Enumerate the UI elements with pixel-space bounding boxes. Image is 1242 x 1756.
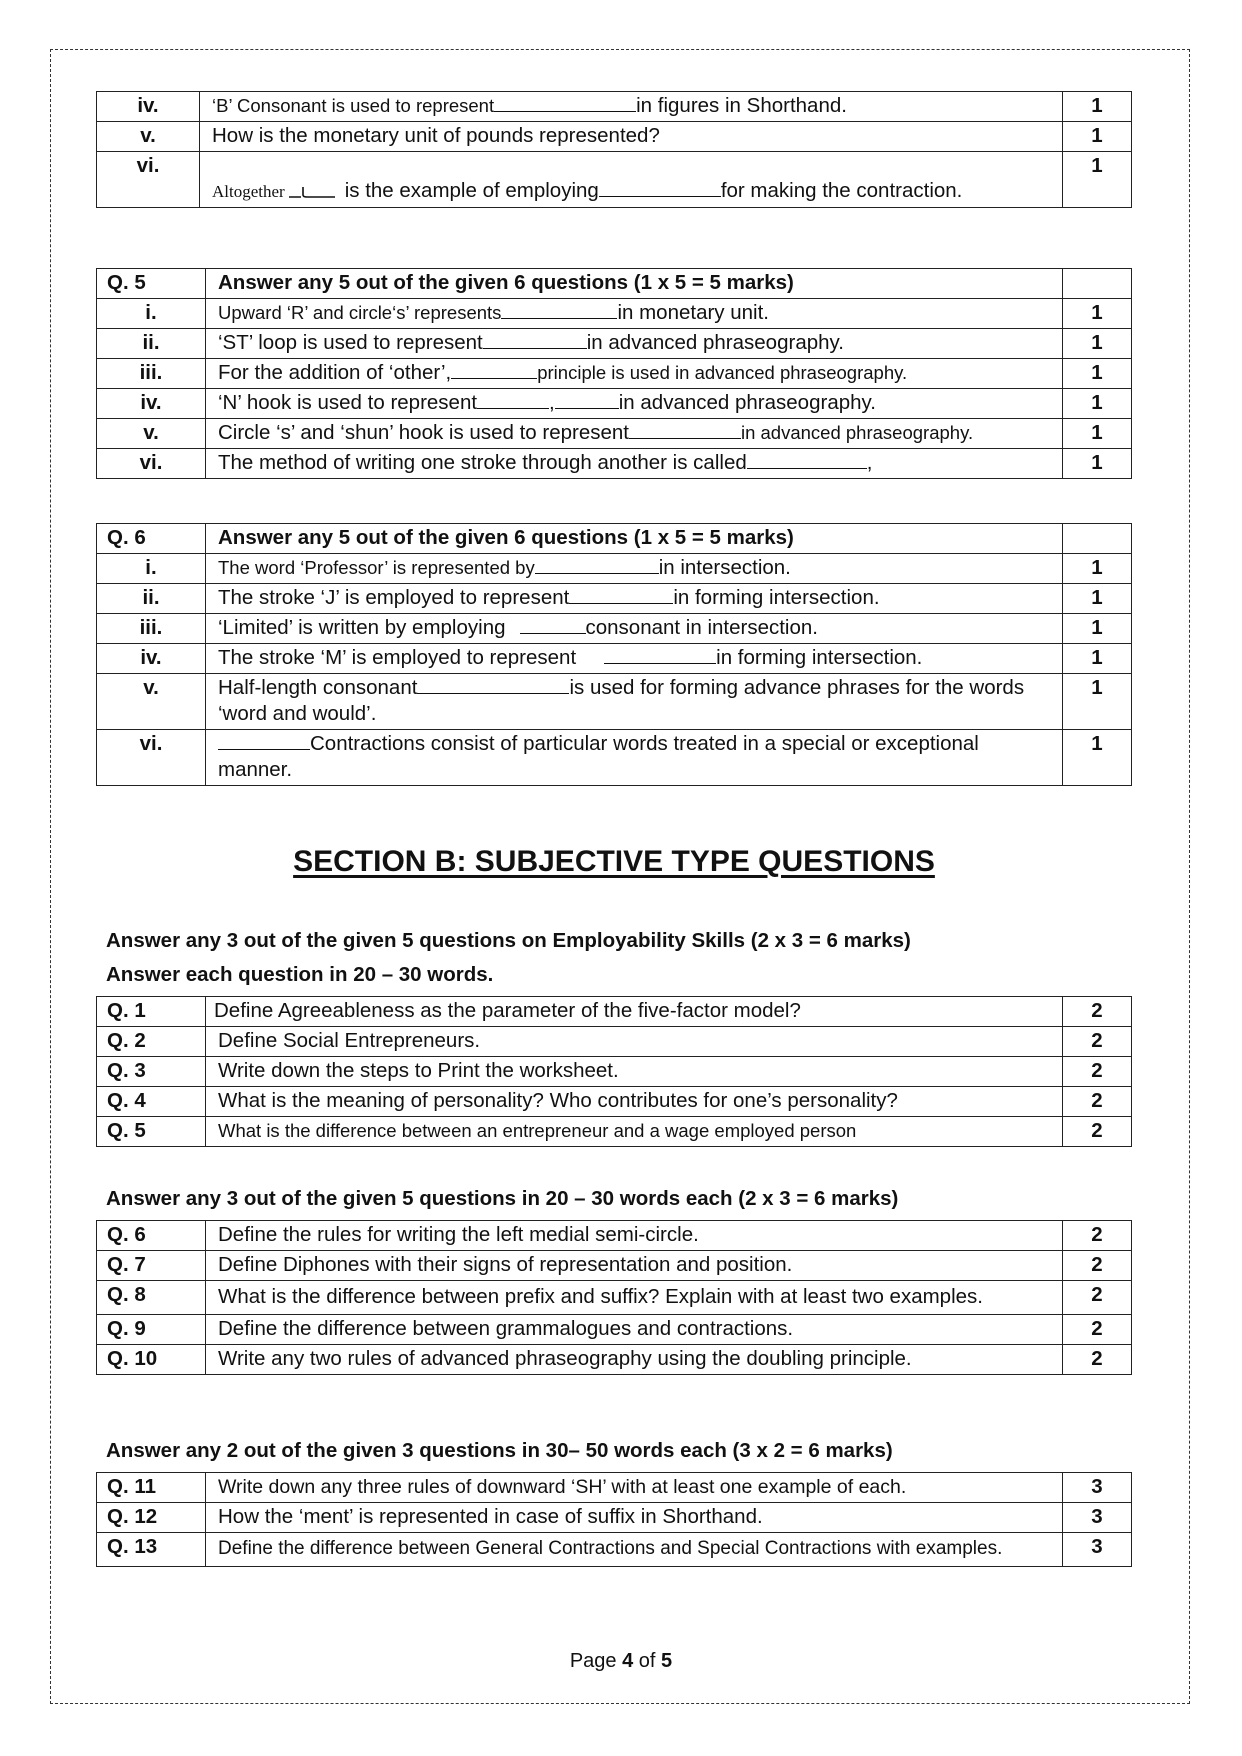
question-text: Altogether is the example of employing for making the contraction. bbox=[200, 152, 1063, 208]
marks: 1 bbox=[1063, 419, 1132, 449]
row-number: iii. bbox=[97, 614, 206, 644]
row-number: i. bbox=[97, 554, 206, 584]
table-row bbox=[97, 92, 1132, 122]
answer-blank bbox=[747, 450, 867, 469]
question-number: Q. 8 bbox=[97, 1281, 206, 1315]
question-number: Q. 13 bbox=[97, 1533, 206, 1567]
row-number: iv. bbox=[97, 389, 206, 419]
marks: 2 bbox=[1063, 1057, 1132, 1087]
group3-table bbox=[96, 1472, 1132, 1567]
marks: 1 bbox=[1063, 389, 1132, 419]
q4-tail-table bbox=[96, 91, 1132, 208]
question-number: Q. 5 bbox=[97, 1117, 206, 1147]
row-number: iv. bbox=[97, 92, 200, 122]
q4-tail-block bbox=[96, 91, 1132, 208]
question-number: Q. 7 bbox=[97, 1251, 206, 1281]
question-number: Q. 10 bbox=[97, 1345, 206, 1375]
question-text: ‘ST’ loop is used to represent in advanced phraseography. bbox=[206, 329, 1063, 359]
row-number: i. bbox=[97, 299, 206, 329]
group2-block bbox=[96, 1220, 1132, 1375]
marks: 1 bbox=[1063, 329, 1132, 359]
table-row bbox=[97, 1221, 1132, 1251]
answer-blank bbox=[451, 360, 537, 379]
question-number: Q. 12 bbox=[97, 1503, 206, 1533]
marks: 3 bbox=[1063, 1503, 1132, 1533]
question-number: Q. 2 bbox=[97, 1027, 206, 1057]
question-text: How is the monetary unit of pounds represented? bbox=[200, 122, 1063, 152]
group3-block bbox=[96, 1472, 1132, 1567]
question-text: What is the meaning of personality? Who contributes for one’s personality? bbox=[206, 1087, 1063, 1117]
table-row bbox=[97, 1281, 1132, 1315]
q5-block bbox=[96, 268, 1132, 479]
answer-blank bbox=[218, 731, 310, 750]
question-text: The stroke ‘M’ is employed to represent in forming intersection. bbox=[206, 644, 1063, 674]
group1-word-limit: Answer each question in 20 – 30 words. bbox=[106, 963, 494, 986]
question-instruction: Answer any 5 out of the given 6 questions (1 x 5 = 5 marks) bbox=[206, 269, 1063, 299]
table-row bbox=[97, 1087, 1132, 1117]
marks: 1 bbox=[1063, 122, 1132, 152]
question-text: Define the rules for writing the left medial semi-circle. bbox=[206, 1221, 1063, 1251]
group1-block bbox=[96, 996, 1132, 1147]
group1-instruction: Answer any 3 out of the given 5 questions on Employability Skills (2 x 3 = 6 marks) bbox=[106, 929, 911, 952]
marks: 2 bbox=[1063, 1345, 1132, 1375]
answer-blank bbox=[555, 390, 619, 409]
table-row bbox=[97, 644, 1132, 674]
row-number: v. bbox=[97, 419, 206, 449]
question-number: Q. 9 bbox=[97, 1315, 206, 1345]
question-instruction: Answer any 5 out of the given 6 questions (1 x 5 = 5 marks) bbox=[206, 524, 1063, 554]
question-number: Q. 3 bbox=[97, 1057, 206, 1087]
question-text: Write any two rules of advanced phraseography using the doubling principle. bbox=[206, 1345, 1063, 1375]
question-text: Define Agreeableness as the parameter of the five-factor model? bbox=[206, 997, 1063, 1027]
marks: 1 bbox=[1063, 644, 1132, 674]
total-pages: 5 bbox=[661, 1650, 673, 1672]
question-text: Write down the steps to Print the worksheet. bbox=[206, 1057, 1063, 1087]
question-number: Q. 6 bbox=[97, 524, 206, 554]
marks: 1 bbox=[1063, 554, 1132, 584]
table-header-row bbox=[97, 269, 1132, 299]
section-b-title: SECTION B: SUBJECTIVE TYPE QUESTIONS bbox=[293, 845, 935, 878]
question-text: Half-length consonant is used for forming advance phrases for the words ‘word and would’. bbox=[206, 674, 1063, 730]
marks: 1 bbox=[1063, 730, 1132, 786]
marks: 2 bbox=[1063, 1221, 1132, 1251]
answer-blank bbox=[494, 93, 636, 112]
table-row bbox=[97, 152, 1132, 208]
marks: 2 bbox=[1063, 1251, 1132, 1281]
page-footer bbox=[0, 1650, 1242, 1673]
question-text: ‘N’ hook is used to represent , in advanced phraseography. bbox=[206, 389, 1063, 419]
marks: 1 bbox=[1063, 614, 1132, 644]
q6-block bbox=[96, 523, 1132, 786]
question-text: The method of writing one stroke through another is called , bbox=[206, 449, 1063, 479]
question-number: Q. 6 bbox=[97, 1221, 206, 1251]
marks: 1 bbox=[1063, 674, 1132, 730]
table-row bbox=[97, 1117, 1132, 1147]
row-number: iv. bbox=[97, 644, 206, 674]
row-number: vi. bbox=[97, 152, 200, 208]
table-row bbox=[97, 1503, 1132, 1533]
question-text: What is the difference between an entrepreneur and a wage employed person bbox=[206, 1117, 1063, 1147]
q6-table bbox=[96, 523, 1132, 786]
question-number: Q. 4 bbox=[97, 1087, 206, 1117]
page-label: Page bbox=[569, 1650, 617, 1672]
question-text: How the ‘ment’ is represented in case of suffix in Shorthand. bbox=[206, 1503, 1063, 1533]
marks: 2 bbox=[1063, 1315, 1132, 1345]
row-number: ii. bbox=[97, 584, 206, 614]
marks: 3 bbox=[1063, 1473, 1132, 1503]
answer-blank bbox=[629, 420, 741, 439]
answer-blank bbox=[483, 330, 587, 349]
question-text: Circle ‘s’ and ‘shun’ hook is used to represent in advanced phraseography. bbox=[206, 419, 1063, 449]
question-text: The stroke ‘J’ is employed to represent in forming intersection. bbox=[206, 584, 1063, 614]
answer-blank bbox=[599, 178, 721, 197]
question-text: Upward ‘R’ and circle‘s’ represents in monetary unit. bbox=[206, 299, 1063, 329]
marks: 1 bbox=[1063, 449, 1132, 479]
marks bbox=[1063, 524, 1132, 554]
answer-blank bbox=[535, 555, 659, 574]
row-number: vi. bbox=[97, 730, 206, 786]
question-text: ‘Limited’ is written by employing consonant in intersection. bbox=[206, 614, 1063, 644]
answer-blank bbox=[417, 675, 569, 694]
table-row bbox=[97, 1315, 1132, 1345]
marks: 1 bbox=[1063, 299, 1132, 329]
question-text: Define the difference between General Contractions and Special Contractions with examples. bbox=[206, 1533, 1063, 1567]
question-text: Define Diphones with their signs of representation and position. bbox=[206, 1251, 1063, 1281]
marks: 2 bbox=[1063, 1117, 1132, 1147]
table-row bbox=[97, 299, 1132, 329]
table-row bbox=[97, 1251, 1132, 1281]
table-row bbox=[97, 329, 1132, 359]
question-text: Contractions consist of particular words treated in a special or exceptional manner. bbox=[206, 730, 1063, 786]
marks: 2 bbox=[1063, 997, 1132, 1027]
question-text: Define the difference between grammalogues and contractions. bbox=[206, 1315, 1063, 1345]
table-header-row bbox=[97, 524, 1132, 554]
question-number: Q. 1 bbox=[97, 997, 206, 1027]
row-number: v. bbox=[97, 674, 206, 730]
row-number: iii. bbox=[97, 359, 206, 389]
marks: 1 bbox=[1063, 152, 1132, 208]
table-row bbox=[97, 359, 1132, 389]
table-row bbox=[97, 584, 1132, 614]
answer-blank bbox=[569, 585, 673, 604]
table-row bbox=[97, 614, 1132, 644]
group2-table bbox=[96, 1220, 1132, 1375]
marks: 3 bbox=[1063, 1533, 1132, 1567]
answer-blank bbox=[520, 615, 586, 634]
table-row bbox=[97, 1057, 1132, 1087]
question-text: What is the difference between prefix and suffix? Explain with at least two examples. bbox=[206, 1281, 1063, 1315]
marks: 1 bbox=[1063, 584, 1132, 614]
marks: 2 bbox=[1063, 1281, 1132, 1315]
marks: 1 bbox=[1063, 92, 1132, 122]
table-row bbox=[97, 674, 1132, 730]
question-number: Q. 5 bbox=[97, 269, 206, 299]
question-text: For the addition of ‘other’, principle is used in advanced phraseography. bbox=[206, 359, 1063, 389]
marks: 2 bbox=[1063, 1087, 1132, 1117]
group3-instruction: Answer any 2 out of the given 3 questions in 30– 50 words each (3 x 2 = 6 marks) bbox=[106, 1439, 893, 1462]
answer-blank bbox=[501, 300, 617, 319]
table-row bbox=[97, 1473, 1132, 1503]
question-text: ‘B’ Consonant is used to represent in figures in Shorthand. bbox=[200, 92, 1063, 122]
question-text: Write down any three rules of downward ‘SH’ with at least one example of each. bbox=[206, 1473, 1063, 1503]
table-row bbox=[97, 1027, 1132, 1057]
table-row bbox=[97, 1345, 1132, 1375]
row-number: vi. bbox=[97, 449, 206, 479]
answer-blank bbox=[477, 390, 549, 409]
row-number: ii. bbox=[97, 329, 206, 359]
table-row bbox=[97, 997, 1132, 1027]
marks: 1 bbox=[1063, 359, 1132, 389]
group1-table bbox=[96, 996, 1132, 1147]
current-page: 4 bbox=[622, 1650, 634, 1672]
question-text: Define Social Entrepreneurs. bbox=[206, 1027, 1063, 1057]
row-number: v. bbox=[97, 122, 200, 152]
table-row bbox=[97, 389, 1132, 419]
table-row bbox=[97, 449, 1132, 479]
q5-table bbox=[96, 268, 1132, 479]
answer-blank bbox=[604, 645, 716, 664]
marks: 2 bbox=[1063, 1027, 1132, 1057]
of-label: of bbox=[638, 1650, 656, 1672]
question-text: The word ‘Professor’ is represented by in intersection. bbox=[206, 554, 1063, 584]
shorthand-outline-icon bbox=[287, 183, 339, 201]
group2-instruction: Answer any 3 out of the given 5 questions in 20 – 30 words each (2 x 3 = 6 marks) bbox=[106, 1187, 899, 1210]
marks bbox=[1063, 269, 1132, 299]
table-row bbox=[97, 122, 1132, 152]
table-row bbox=[97, 1533, 1132, 1567]
table-row bbox=[97, 419, 1132, 449]
question-number: Q. 11 bbox=[97, 1473, 206, 1503]
table-row bbox=[97, 554, 1132, 584]
table-row bbox=[97, 730, 1132, 786]
